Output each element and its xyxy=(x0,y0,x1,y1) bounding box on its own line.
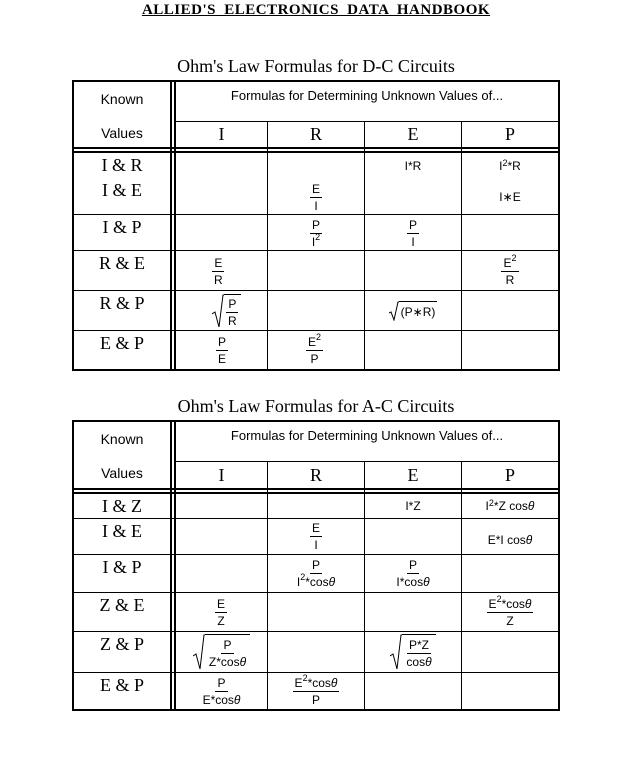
fraction xyxy=(404,639,433,668)
superscript: 2 xyxy=(315,231,321,242)
radical-sign-icon xyxy=(389,301,399,321)
square-root xyxy=(212,294,241,328)
symbol: R xyxy=(412,159,422,173)
radical-sign-icon xyxy=(390,634,402,670)
superscript: 2 xyxy=(300,572,306,582)
dc-col-header-r: R xyxy=(309,124,322,144)
denominator: P xyxy=(310,352,319,366)
symbol: I xyxy=(499,159,503,173)
numerator: P xyxy=(408,558,417,572)
denominator: Z xyxy=(217,613,225,628)
symbol: I*Z xyxy=(405,499,421,513)
handbook-header: ALLIED'S ELECTRONICS DATA HANDBOOK xyxy=(141,2,491,18)
ac-col-header-i: I xyxy=(218,464,225,485)
ac-header-bottom-1 xyxy=(74,488,558,490)
numerator: E xyxy=(311,181,320,196)
dc-formula-e-from-i-p xyxy=(365,216,461,250)
dc-col-header-i: I xyxy=(218,124,225,144)
ac-formula-i-from-z-p xyxy=(176,632,267,672)
dc-header-bottom-1 xyxy=(74,147,558,149)
dc-row-label-i-r: I & R xyxy=(101,154,143,175)
radicand xyxy=(402,634,435,670)
ac-formula-e-from-i-p xyxy=(365,555,461,592)
superscript: 2 xyxy=(502,157,508,168)
dc-col-header-e: E xyxy=(407,124,419,144)
square-root xyxy=(389,301,438,321)
square-root xyxy=(193,634,250,670)
fraction xyxy=(216,336,228,365)
dc-row-label-r-p: R & P xyxy=(99,292,145,313)
ac-row-label-z-p: Z & P xyxy=(99,633,144,654)
ac-divider-left xyxy=(170,422,172,709)
fraction xyxy=(394,559,431,588)
dc-divider-left xyxy=(170,82,172,369)
dc-row-label-e-p: E & P xyxy=(99,332,144,353)
ac-title: Ohm's Law Formulas for A-C Circuits xyxy=(177,396,455,416)
ac-formula-e-from-z-p xyxy=(365,632,461,672)
ac-formula-i-from-e-p xyxy=(176,673,267,709)
theta-symbol: θ xyxy=(425,655,432,669)
dc-formula-p-from-i-e xyxy=(462,180,558,214)
denominator: I xyxy=(411,234,415,249)
dc-formula-i-from-r-e xyxy=(176,252,267,290)
dc-formula-p-from-r-e xyxy=(462,252,558,290)
radicand xyxy=(399,301,438,321)
ac-col-header-r: R xyxy=(309,464,322,485)
dc-formula-r-from-i-p xyxy=(268,216,364,250)
ac-formula-p-from-i-e xyxy=(462,519,558,560)
denominator xyxy=(201,692,243,706)
numerator: P xyxy=(217,675,226,690)
theta-symbol: θ xyxy=(527,499,535,513)
symbol: I xyxy=(311,234,316,249)
ac-formula-r-from-i-p xyxy=(268,555,364,592)
radicand xyxy=(224,294,241,328)
symbol: E*I cos xyxy=(487,532,526,547)
ac-row-label-i-p: I & P xyxy=(102,556,142,577)
dc-col-header-p: P xyxy=(504,124,515,144)
theta-symbol: θ xyxy=(330,675,338,690)
denominator: I xyxy=(314,538,318,552)
dc-row-label-i-p: I & P xyxy=(102,216,142,237)
theta-symbol: θ xyxy=(328,575,336,589)
fraction xyxy=(207,639,248,668)
numerator: E xyxy=(214,255,223,270)
symbol: E xyxy=(308,335,317,349)
denominator xyxy=(404,654,433,668)
dc-formula-r-from-e-p xyxy=(268,332,364,369)
numerator xyxy=(487,593,534,613)
square-root xyxy=(390,634,435,670)
radical-sign-icon xyxy=(193,634,205,670)
ac-col-header-p: P xyxy=(504,464,515,485)
symbol: ∗ xyxy=(502,190,513,204)
symbol: I xyxy=(499,190,503,204)
ac-formula-r-from-i-e xyxy=(268,519,364,554)
symbol: * xyxy=(408,159,413,173)
theta-symbol: θ xyxy=(423,575,430,589)
symbol: Z*cos xyxy=(208,655,240,669)
ac-formula-p-from-z-e xyxy=(462,593,558,631)
superscript: 2 xyxy=(316,332,322,342)
denominator: R xyxy=(505,272,515,287)
ac-row-label-e-p: E & P xyxy=(99,674,144,695)
denominator xyxy=(207,654,248,668)
denominator: I xyxy=(314,198,318,213)
symbol: ∗ xyxy=(412,305,423,319)
symbol: *Z cos xyxy=(493,499,528,513)
ac-values-label: Values xyxy=(101,465,143,481)
dc-formula-p-from-i-r xyxy=(462,154,558,178)
ac-row-label-i-z: I & Z xyxy=(102,495,142,516)
ac-row-label-z-e: Z & E xyxy=(99,594,145,615)
ac-formulas-header: Formulas for Determining Unknown Values of... xyxy=(230,427,504,443)
fraction xyxy=(201,677,243,706)
dc-formula-e-from-r-p xyxy=(365,292,461,330)
denominator xyxy=(295,574,337,588)
ac-col-header-e: E xyxy=(407,464,419,485)
ac-formula-e-from-i-z xyxy=(365,494,461,518)
denominator: R xyxy=(228,313,237,328)
symbol: cos xyxy=(406,655,426,669)
dc-row-label-r-e: R & E xyxy=(98,252,145,273)
fraction xyxy=(501,252,518,287)
symbol: I xyxy=(404,159,408,173)
dc-formula-table xyxy=(72,80,560,371)
numerator xyxy=(501,252,518,272)
dc-formula-i-from-e-p xyxy=(176,332,267,369)
denominator: R xyxy=(214,272,223,287)
symbol: I xyxy=(296,575,301,589)
symbol: ) xyxy=(431,305,436,319)
fraction xyxy=(226,298,239,327)
radical-sign-icon xyxy=(212,294,224,328)
theta-symbol: θ xyxy=(525,532,533,547)
fraction xyxy=(293,672,340,707)
symbol: E*cos xyxy=(202,692,234,707)
superscript: 2 xyxy=(302,672,308,683)
numerator: P xyxy=(223,638,232,652)
theta-symbol: θ xyxy=(524,596,532,611)
symbol: I xyxy=(485,499,489,513)
fraction xyxy=(310,219,322,248)
fraction xyxy=(487,593,534,628)
symbol: ( xyxy=(400,305,405,319)
dc-title: Ohm's Law Formulas for D-C Circuits xyxy=(177,56,455,76)
numerator: P xyxy=(218,335,227,349)
numerator: P xyxy=(311,217,320,232)
ac-formula-p-from-i-z xyxy=(462,494,558,518)
symbol: P xyxy=(404,305,413,319)
numerator: P*Z xyxy=(408,638,429,652)
fraction xyxy=(212,257,225,286)
fraction xyxy=(407,219,419,248)
symbol: E xyxy=(488,596,497,611)
fraction xyxy=(310,183,322,212)
denominator: P xyxy=(311,692,320,707)
numerator xyxy=(306,332,323,351)
theta-symbol: θ xyxy=(239,655,247,669)
symbol: E xyxy=(503,255,512,270)
numerator: E xyxy=(217,596,226,611)
dc-row-label-i-e: I & E xyxy=(102,179,142,200)
numerator xyxy=(293,672,340,692)
symbol: R xyxy=(422,305,432,319)
denominator xyxy=(310,231,322,249)
radicand xyxy=(205,634,250,670)
fraction xyxy=(295,559,337,588)
fraction xyxy=(306,332,323,366)
ac-known-label: Known xyxy=(100,431,144,447)
denominator: E xyxy=(218,352,227,366)
ac-row-label-i-e: I & E xyxy=(102,520,142,541)
dc-formulas-header: Formulas for Determining Unknown Values of... xyxy=(230,87,504,103)
denominator: Z xyxy=(506,613,514,628)
theta-symbol: θ xyxy=(233,692,241,707)
dc-formula-r-from-i-e xyxy=(268,180,364,214)
dc-formula-e-from-i-r xyxy=(365,154,461,178)
superscript: 2 xyxy=(488,497,494,508)
numerator: E xyxy=(311,521,320,535)
symbol: *cos xyxy=(501,596,525,611)
dc-known-label: Known xyxy=(100,91,144,107)
symbol: R xyxy=(512,159,521,173)
numerator: P xyxy=(408,217,417,232)
symbol: E xyxy=(512,190,521,204)
numerator: P xyxy=(228,296,237,311)
superscript: 2 xyxy=(496,593,502,604)
ac-formula-i-from-z-e xyxy=(176,593,267,631)
dc-values-label: Values xyxy=(101,125,143,141)
symbol: I*cos xyxy=(396,575,424,589)
symbol: E xyxy=(294,675,303,690)
ac-formula-table xyxy=(72,420,560,711)
numerator: P xyxy=(311,558,320,572)
symbol: *cos xyxy=(307,675,331,690)
denominator xyxy=(394,574,431,588)
symbol: *cos xyxy=(305,575,329,589)
fraction xyxy=(310,522,322,551)
symbol: * xyxy=(507,159,513,173)
ac-formula-r-from-e-p xyxy=(268,673,364,709)
superscript: 2 xyxy=(511,252,517,263)
fraction xyxy=(215,598,227,627)
dc-formula-i-from-r-p xyxy=(176,292,267,330)
